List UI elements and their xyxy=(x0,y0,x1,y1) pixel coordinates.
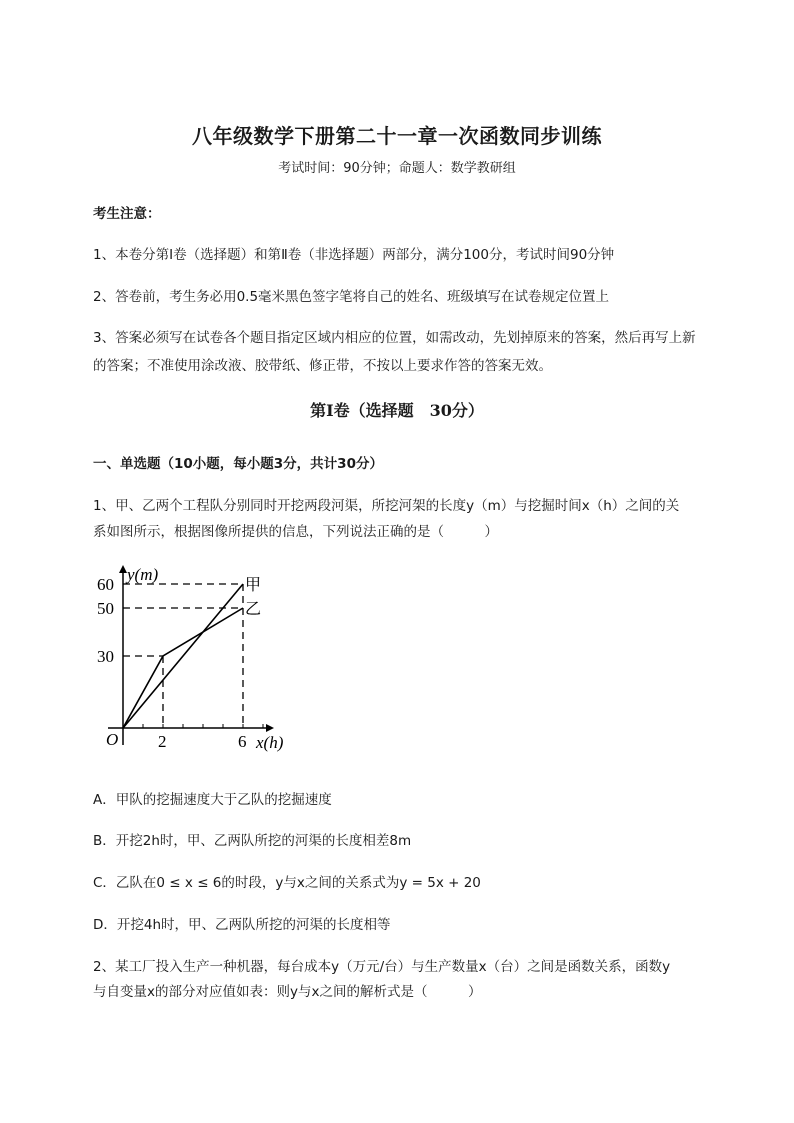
page-title: 八年级数学下册第二十一章一次函数同步训练 xyxy=(192,124,602,148)
y-tick-label: 30 xyxy=(97,647,114,666)
y-tick-label: 50 xyxy=(97,599,114,618)
notice-item-1: 1、本卷分第I卷（选择题）和第Ⅱ卷（非选择题）两部分，满分100分，考试时间90分钟 xyxy=(93,247,615,263)
question-2-line-2: 与自变量x的部分对应值如表：则y与x之间的解析式是（ ） xyxy=(93,984,482,1000)
option-c: C．乙队在0 ≤ x ≤ 6的时段，y与x之间的关系式为y = 5x + 20 xyxy=(93,875,481,891)
notice-item-3-cont: 的答案；不准使用涂改液、胶带纸、修正带，不按以上要求作答的答案无效。 xyxy=(93,358,552,374)
option-b: B．开挖2h时，甲、乙两队所挖的河渠的长度相差8m xyxy=(93,833,412,849)
origin-label: O xyxy=(106,730,119,749)
series-label: 甲 xyxy=(245,577,262,594)
x-tick-label: 6 xyxy=(238,732,247,751)
option-d: D．开挖4h时，甲、乙两队所挖的河渠的长度相等 xyxy=(93,917,391,933)
notice-item-3: 3、答案必须写在试卷各个题目指定区域内相应的位置，如需改动，先划掉原来的答案，然后再写上新 xyxy=(93,330,696,346)
y-axis-arrow xyxy=(119,565,127,573)
question-1-line-2: 系如图所示，根据图像所提供的信息，下列说法正确的是（ ） xyxy=(93,524,498,540)
question-1-line-1: 1、甲、乙两个工程队分别同时开挖两段河渠，所挖河架的长度y（m）与挖掘时间x（h）之间的关 xyxy=(93,498,680,514)
function-graph xyxy=(88,555,308,755)
section-title: 第I卷（选择题 30分） xyxy=(310,401,484,420)
y-tick-label: 60 xyxy=(97,575,114,594)
notice-heading: 考生注意： xyxy=(93,206,161,222)
x-tick-label: 2 xyxy=(158,732,167,751)
exam-info: 考试时间：90分钟；命题人：数学教研组 xyxy=(278,161,516,176)
option-a: A．甲队的挖掘速度大于乙队的挖掘速度 xyxy=(93,792,332,808)
x-axis-arrow xyxy=(266,724,274,732)
series-line-2 xyxy=(123,608,243,728)
series-label: 乙 xyxy=(245,601,262,618)
part-heading: 一、单选题（10小题，每小题3分，共计30分） xyxy=(93,456,383,472)
notice-item-2: 2、答卷前，考生务必用0.5毫米黑色签字笔将自己的姓名、班级填写在试卷规定位置上 xyxy=(93,289,610,305)
x-axis-label: x(h) xyxy=(256,733,284,752)
question-2-line-1: 2、某工厂投入生产一种机器，每台成本y（万元/台）与生产数量x（台）之间是函数关系，函数y xyxy=(93,959,671,975)
y-axis-label: y(m) xyxy=(127,565,159,584)
